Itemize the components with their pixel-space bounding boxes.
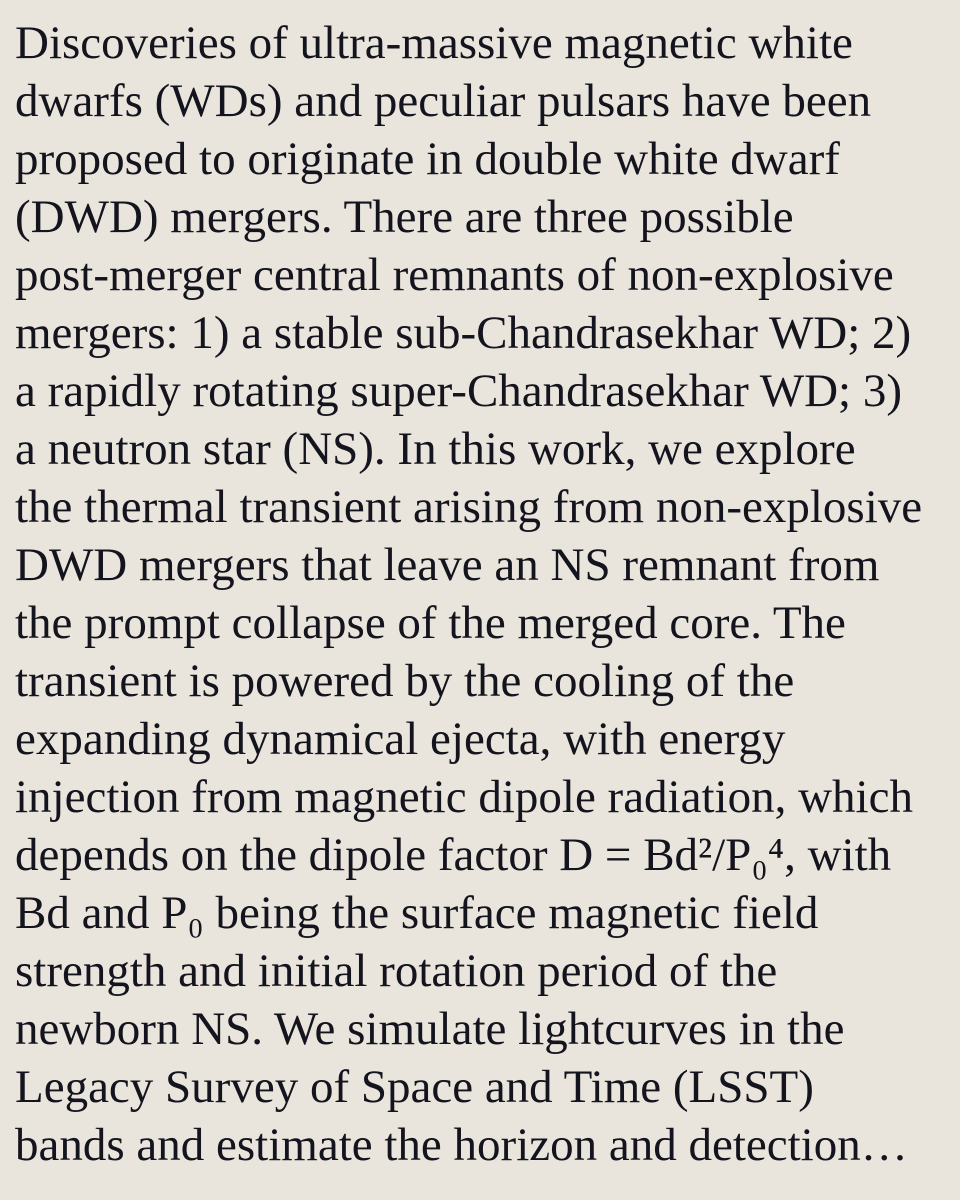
abstract-line: Legacy Survey of Space and Time (LSST): [15, 1061, 814, 1113]
abstract-line: transient is powered by the cooling of the: [15, 655, 795, 707]
abstract-line: newborn NS. We simulate lightcurves in the: [15, 1003, 845, 1055]
abstract-line: strength and initial rotation period of the: [15, 945, 778, 997]
abstract-line: the thermal transient arising from non-explosive: [15, 481, 923, 533]
abstract-line: depends on the dipole factor D = Bd²/P₀⁴, with: [15, 829, 892, 881]
abstract-line: (DWD) mergers. There are three possible: [15, 191, 794, 243]
abstract-line: injection from magnetic dipole radiation, which: [15, 771, 913, 823]
abstract-line: proposed to originate in double white dwarf: [15, 133, 840, 185]
abstract-line: Discoveries of ultra-massive magnetic white: [15, 17, 853, 69]
abstract-line: dwarfs (WDs) and peculiar pulsars have been: [15, 75, 872, 127]
abstract-line: post-merger central remnants of non-explosive: [15, 249, 894, 301]
abstract-line: mergers: 1) a stable sub-Chandrasekhar WD; 2): [15, 307, 912, 359]
abstract-line: expanding dynamical ejecta, with energy: [15, 713, 786, 765]
abstract-line: a rapidly rotating super-Chandrasekhar WD; 3): [15, 365, 902, 417]
abstract-line: the prompt collapse of the merged core. The: [15, 597, 846, 649]
abstract-line: bands and estimate the horizon and detection…: [15, 1119, 908, 1171]
abstract-line: Bd and P₀ being the surface magnetic field: [15, 887, 819, 939]
abstract-line: a neutron star (NS). In this work, we explore: [15, 423, 856, 475]
abstract-text: [15, 14, 950, 1174]
abstract-line: DWD mergers that leave an NS remnant from: [15, 539, 880, 591]
